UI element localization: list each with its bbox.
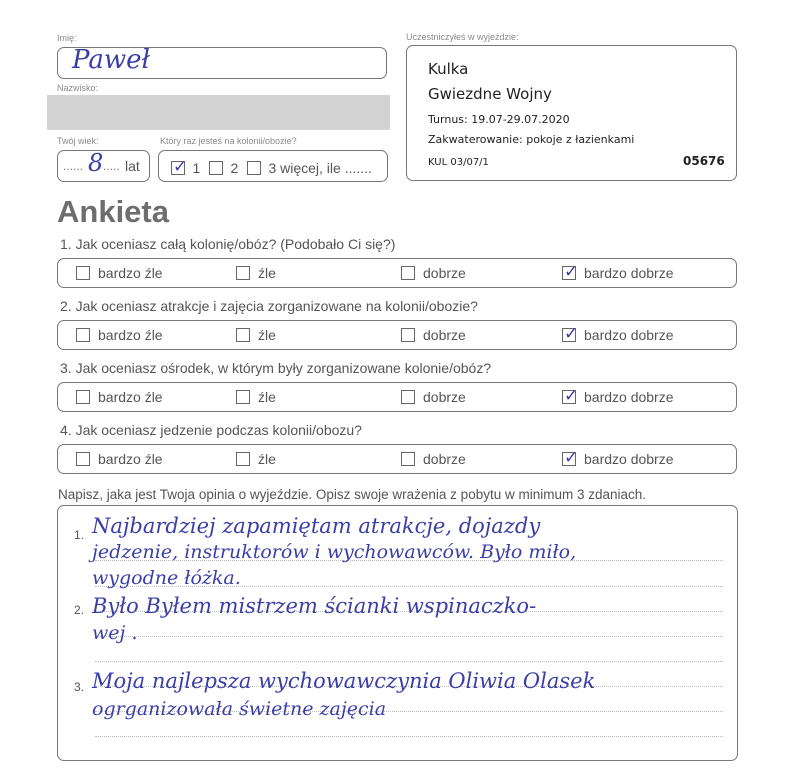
- name-value: Paweł: [72, 45, 150, 75]
- rating-option[interactable]: [401, 388, 466, 405]
- survey-title: Ankieta: [57, 194, 169, 229]
- times-field[interactable]: [158, 150, 388, 182]
- answer-1-line-2: jedzenie, instruktorów i wychowawców. Było miło,: [92, 541, 577, 563]
- rating-option-label: bardzo dobrze: [584, 389, 674, 406]
- rating-checkbox[interactable]: [76, 452, 90, 466]
- question-1-answer-row: [57, 258, 737, 288]
- times-option-1[interactable]: [171, 156, 201, 177]
- rating-checkbox[interactable]: [562, 262, 579, 283]
- question-2-text: 2. Jak oceniasz atrakcje i zajęcia zorganizowane na kolonii/obozie?: [60, 298, 478, 314]
- trip-line-2: Gwiezdne Wojny: [428, 85, 552, 103]
- rating-option-label: źle: [258, 265, 276, 282]
- answer-2-line-2: wej .: [92, 622, 138, 644]
- rating-checkbox[interactable]: [76, 328, 90, 342]
- rating-option-label: bardzo źle: [98, 389, 163, 406]
- rating-option-label: bardzo źle: [98, 451, 163, 468]
- checkmark-icon: ✓: [173, 156, 188, 177]
- rating-checkbox[interactable]: [562, 386, 579, 407]
- times-option-2[interactable]: [209, 159, 238, 177]
- times-checkbox-2[interactable]: [209, 161, 223, 175]
- rating-option[interactable]: [236, 326, 276, 343]
- age-field[interactable]: [57, 150, 150, 182]
- surname-redaction: [47, 95, 390, 130]
- rating-option[interactable]: [236, 388, 276, 405]
- rating-option-label: dobrze: [423, 265, 466, 282]
- age-unit: lat: [125, 158, 140, 174]
- question-3-answer-row: [57, 382, 737, 412]
- rating-option-label: dobrze: [423, 389, 466, 406]
- answer-line: [95, 636, 723, 637]
- age-label: Twój wiek:: [57, 136, 99, 146]
- rating-checkbox[interactable]: [236, 328, 250, 342]
- trip-info-box: [406, 45, 737, 181]
- question-1-text: 1. Jak oceniasz całą kolonię/obóz? (Podobało Ci się?): [60, 236, 396, 252]
- rating-option-label: bardzo dobrze: [584, 451, 674, 468]
- checkmark-icon: ✓: [564, 386, 579, 407]
- rating-option[interactable]: [236, 450, 276, 467]
- rating-option[interactable]: [76, 264, 163, 281]
- rating-checkbox[interactable]: [401, 390, 415, 404]
- rating-option[interactable]: [562, 326, 674, 343]
- rating-option-label: źle: [258, 389, 276, 406]
- question-2-answer-row: [57, 320, 737, 350]
- question-4-text: 4. Jak oceniasz jedzenie podczas kolonii/obozu?: [60, 422, 362, 438]
- answer-line: [95, 661, 723, 662]
- rating-checkbox[interactable]: [76, 390, 90, 404]
- rating-option-label: dobrze: [423, 451, 466, 468]
- rating-option-label: bardzo źle: [98, 327, 163, 344]
- answer-3-line-1: Moja najlepsza wychowawczynia Oliwia Olasek: [92, 669, 596, 693]
- question-3-text: 3. Jak oceniasz ośrodek, w którym były zorganizowane kolonie/obóz?: [60, 360, 492, 376]
- rating-checkbox[interactable]: [401, 452, 415, 466]
- answer-3-line-2: ogrganizowała świetne zajęcia: [92, 698, 387, 720]
- rating-option[interactable]: [76, 388, 163, 405]
- rating-option[interactable]: [562, 450, 674, 467]
- answer-number-2: 2.: [74, 603, 85, 617]
- rating-option[interactable]: [562, 264, 674, 281]
- times-option-3[interactable]: [247, 159, 372, 177]
- checkmark-icon: ✓: [564, 324, 579, 345]
- rating-option[interactable]: [236, 264, 276, 281]
- answer-number-3: 3.: [74, 680, 85, 694]
- age-dots: ......: [63, 159, 84, 173]
- age-value: 8: [88, 149, 104, 177]
- trip-turnus: Turnus: 19.07-29.07.2020: [428, 113, 570, 126]
- rating-option-label: bardzo dobrze: [584, 327, 674, 344]
- rating-checkbox[interactable]: [562, 324, 579, 345]
- trip-accommodation: Zakwaterowanie: pokoje z łazienkami: [428, 133, 635, 146]
- trip-number: 05676: [683, 154, 725, 168]
- rating-option[interactable]: [76, 450, 163, 467]
- times-option-label: 1: [192, 159, 201, 176]
- opinion-prompt: Napisz, jaka jest Twoja opinia o wyjeździe. Opisz swoje wrażenia z pobytu w minimum 3 zdaniach.: [58, 487, 647, 502]
- rating-checkbox[interactable]: [236, 390, 250, 404]
- rating-option-label: dobrze: [423, 327, 466, 344]
- answer-1-line-3: wygodne łóżka.: [92, 567, 241, 589]
- rating-option-label: źle: [258, 327, 276, 344]
- age-dots-after: .....: [103, 159, 120, 173]
- trip-label: Uczestniczyłeś w wyjeździe:: [406, 32, 519, 42]
- rating-option[interactable]: [401, 326, 466, 343]
- trip-line-1: Kulka: [428, 60, 469, 78]
- name-label: Imię:: [57, 33, 77, 43]
- times-label: Który raz jesteś na kolonii/obozie?: [160, 136, 297, 146]
- rating-checkbox[interactable]: [236, 452, 250, 466]
- answer-number-1: 1.: [74, 528, 85, 542]
- rating-option[interactable]: [401, 264, 466, 281]
- times-option-label: 3 więcej, ile .......: [268, 159, 372, 176]
- answer-2-line-1: Było Byłem mistrzem ścianki wspinaczko-: [92, 594, 537, 618]
- name-field[interactable]: [57, 47, 387, 79]
- surname-label: Nazwisko:: [57, 83, 99, 93]
- rating-checkbox[interactable]: [401, 328, 415, 342]
- answer-1-line-1: Najbardziej zapamiętam atrakcje, dojazdy: [92, 514, 541, 538]
- question-4-answer-row: [57, 444, 737, 474]
- trip-code: KUL 03/07/1: [428, 157, 489, 168]
- rating-option[interactable]: [76, 326, 163, 343]
- rating-checkbox[interactable]: [76, 266, 90, 280]
- checkmark-icon: ✓: [564, 262, 579, 283]
- times-checkbox-3[interactable]: [247, 161, 261, 175]
- rating-checkbox[interactable]: [562, 448, 579, 469]
- rating-option[interactable]: [562, 388, 674, 405]
- rating-option-label: bardzo źle: [98, 265, 163, 282]
- rating-option-label: bardzo dobrze: [584, 265, 674, 282]
- rating-checkbox[interactable]: [236, 266, 250, 280]
- rating-checkbox[interactable]: [401, 266, 415, 280]
- answer-line: [95, 736, 723, 737]
- rating-option[interactable]: [401, 450, 466, 467]
- checkmark-icon: ✓: [564, 448, 579, 469]
- times-option-label: 2: [230, 159, 239, 176]
- times-checkbox-1[interactable]: [171, 156, 188, 177]
- rating-option-label: źle: [258, 451, 276, 468]
